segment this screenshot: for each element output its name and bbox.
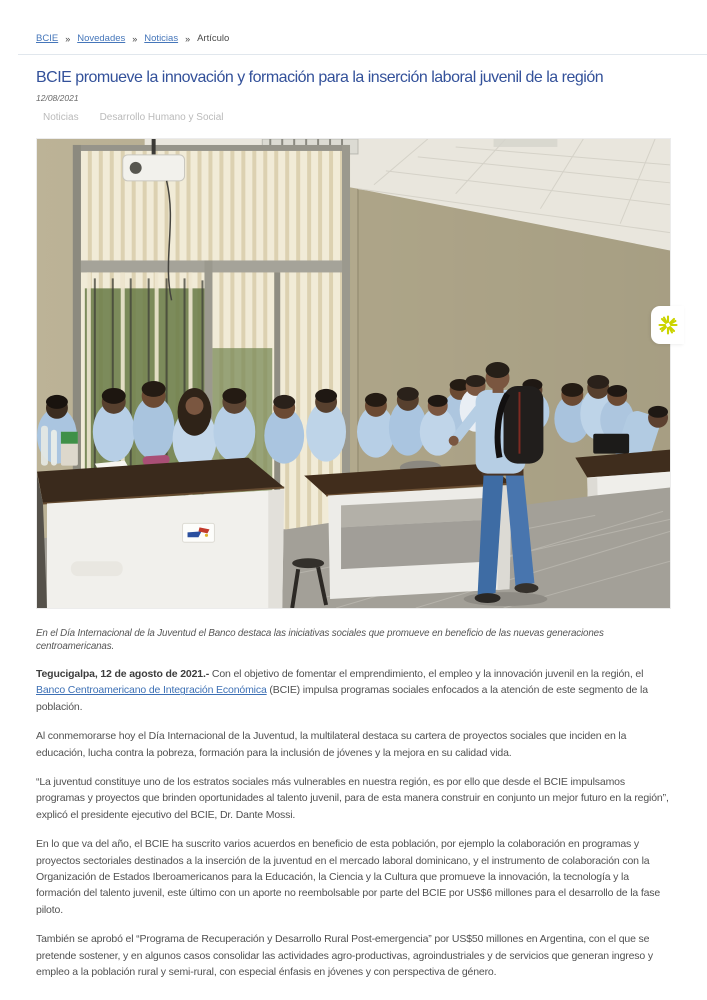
article-paragraph xyxy=(36,666,671,715)
asterisk-icon xyxy=(657,314,679,336)
photo-caption: En el Día Internacional de la Juventud el Banco destaca las iniciativas sociales que promueve en beneficio de las nuevas generaciones centroamericanas. xyxy=(36,628,604,652)
breadcrumb-separator: » xyxy=(132,33,138,44)
article-paragraph: También se aprobó el “Programa de Recuperación y Desarrollo Rural Post-emergencia” por US$50 millones en Argentina, con el que se pretende sostener, y en algunos casos consolidar las actividades agro-productivas, agroindustriales y de servicios que generan ingreso y empleo a la población rural y semi-rural, con especial énfasis en jóvenes y con perspectiva de género. xyxy=(36,933,653,979)
article-date: 12/08/2021 xyxy=(36,93,79,103)
article-paragraph: Al conmemorarse hoy el Día Internacional de la Juventud, la multilateral destaca su cartera de proyectos sociales que inciden en la educación, lucha contra la pobreza, formación para la inclusión de jóvenes y la mejora en su calidad vida. xyxy=(36,730,627,759)
accessibility-widget-button[interactable] xyxy=(651,306,684,344)
page-title: BCIE promueve la innovación y formación para la inserción laboral juvenil de la región xyxy=(36,69,604,86)
breadcrumb-separator: » xyxy=(65,33,71,44)
bcie-desk-logo xyxy=(183,523,215,542)
bcie-inline-link[interactable]: Banco Centroamericano de Integración Económica xyxy=(36,684,267,697)
breadcrumb-link-bcie[interactable]: BCIE xyxy=(36,33,59,44)
article-paragraph: “La juventud constituye uno de los estratos sociales más vulnerables en nuestra región, es por ello que desde el BCIE impulsamos programas y proyectos que brinden oportunidades al talento juvenil, para de esta manera construir en conjunto un mejor futuro en la región”, explicó el presidente ejecutivo del BCIE, Dr. Dante Mossi. xyxy=(36,776,669,821)
breadcrumb xyxy=(36,0,671,44)
tag-list xyxy=(36,112,671,123)
breadcrumb-separator: » xyxy=(185,33,191,44)
header-divider xyxy=(18,54,707,55)
dateline: Tegucigalpa, 12 de agosto de 2021.- xyxy=(36,668,210,680)
tag-desarrollo-humano[interactable]: Desarrollo Humano y Social xyxy=(99,112,224,123)
students-middle xyxy=(357,387,456,458)
breadcrumb-current-articulo: Artículo xyxy=(197,33,230,44)
article-paragraph: En lo que va del año, el BCIE ha suscrito varios acuerdos en beneficio de esta población, por ejemplo la colaboración en programas y proyectos sectoriales destinados a la inserción de la juventud en el mercado laboral dominicano, y el instrumento de colaboración con la Organización de Estados Iberoamericanos para la Educación, la Ciencia y la Cultura que promueve la innovación, la tecnología y la formación del talento juvenil, este último con un aporte no reembolsable por parte del BCIE por US$6 millones para el desarrollo de la fase piloto. xyxy=(36,838,661,916)
tag-noticias[interactable]: Noticias xyxy=(43,112,79,123)
article-photo xyxy=(36,138,671,609)
paragraph-text: (BCIE) impulsa programas sociales enfocados a la atención de este segmento de la población. xyxy=(36,684,648,713)
breadcrumb-link-noticias[interactable]: Noticias xyxy=(144,33,179,44)
breadcrumb-link-novedades[interactable]: Novedades xyxy=(77,33,126,44)
paragraph-text: Con el objetivo de fomentar el emprendimiento, el empleo y la innovación juvenil en la región, el xyxy=(209,668,644,680)
